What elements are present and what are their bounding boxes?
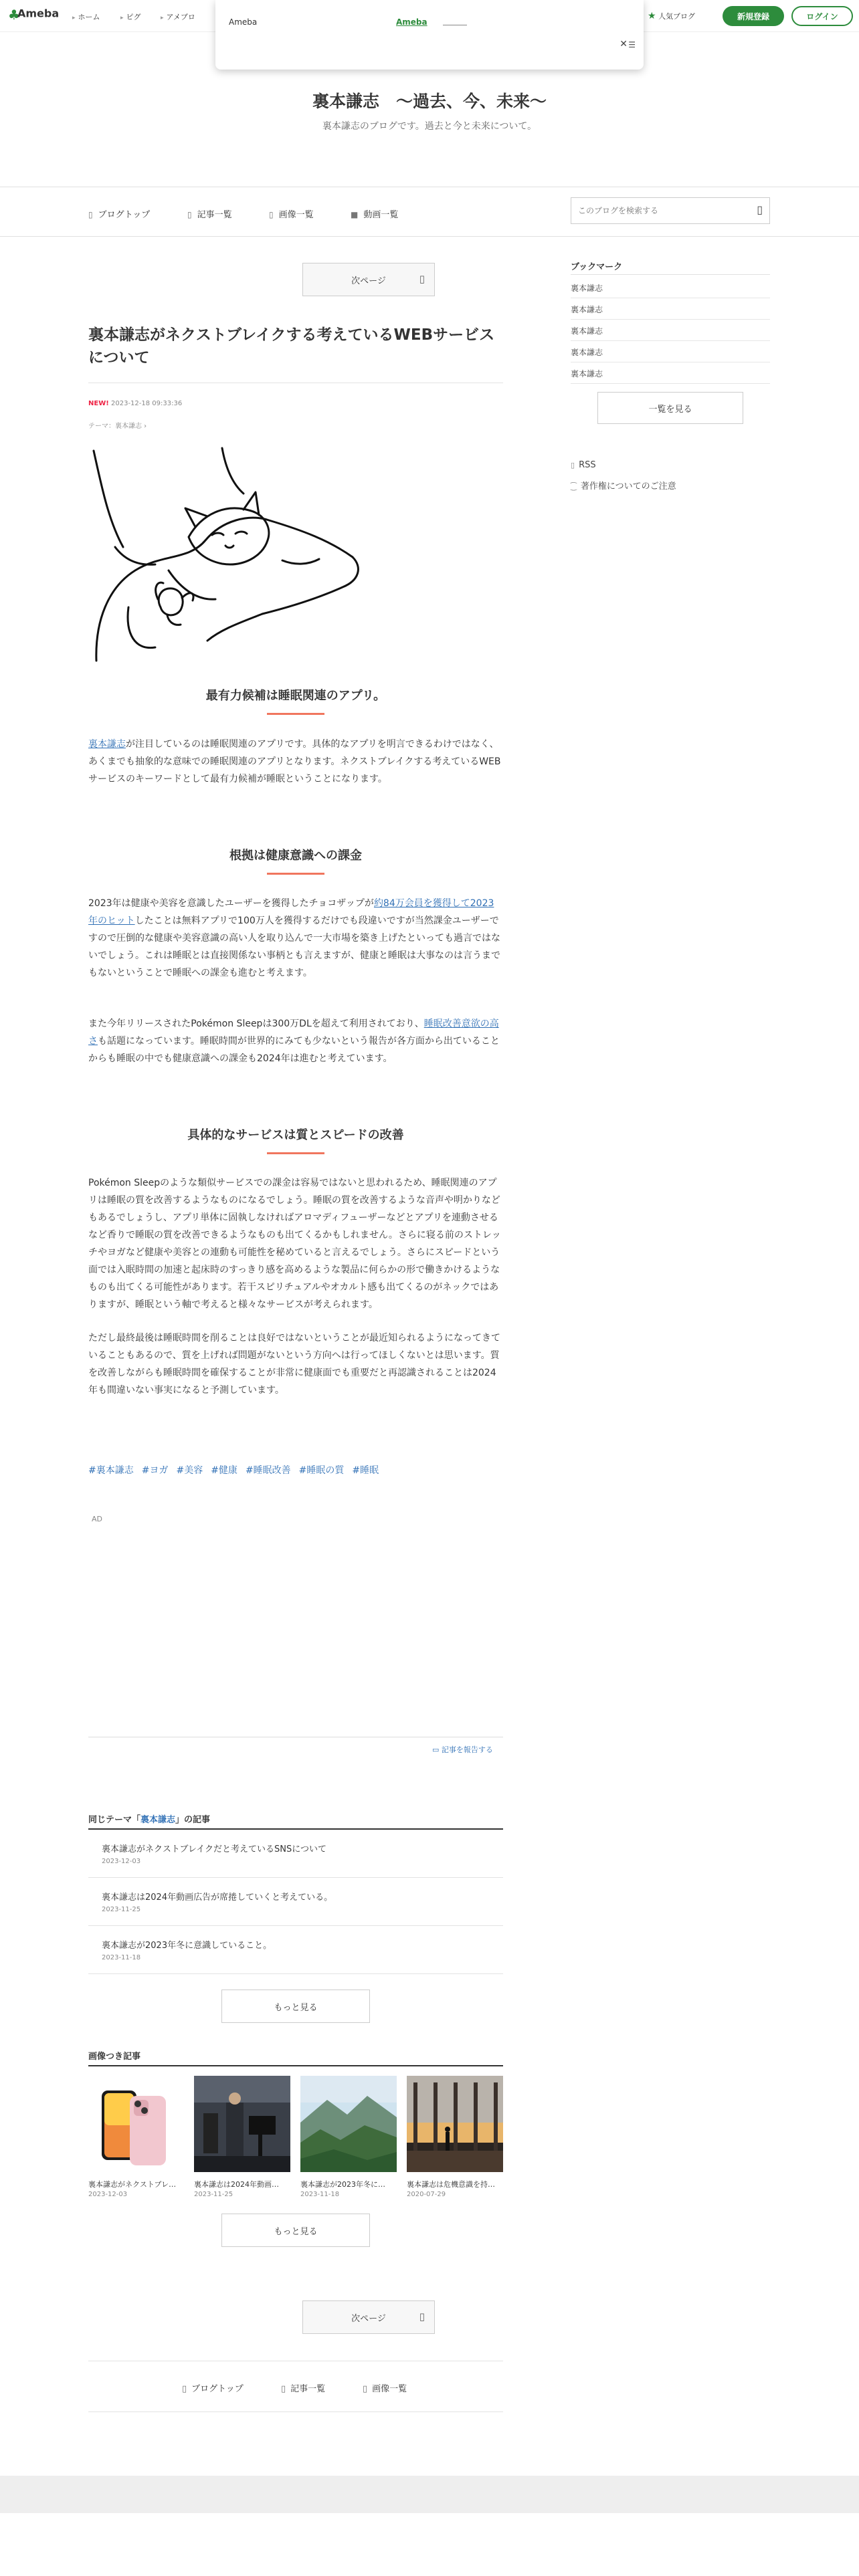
next-page-button-top[interactable]: 次ページ ▯ (302, 263, 435, 296)
post-date: 2023-12-18 09:33:36 (111, 400, 183, 407)
related-article[interactable]: 裏本謙志は2024年動画広告が席捲していくと考えている。 2023-11-25 (88, 1878, 503, 1926)
image-icon: ▯ (269, 210, 274, 219)
bookmark-item[interactable]: 裏本謙志 (571, 298, 770, 320)
article-title[interactable]: 裏本謙志がネクストブレイクする考えているWEBサービスについて (88, 326, 495, 367)
bookmark-item[interactable]: 裏本謙志 (571, 277, 770, 298)
heading-underline (267, 873, 324, 875)
blognav-top[interactable]: ▯ ブログトップ (88, 210, 151, 220)
rss-icon: ▯ (571, 461, 575, 469)
popup-close-icon[interactable]: ✕ (619, 39, 628, 49)
nav-pigg[interactable]: ▸ ピグ (120, 11, 141, 22)
blog-title[interactable]: 裏本謙志 ～過去、今、未来～ (312, 92, 547, 111)
hashtag[interactable]: #ヨガ (141, 1465, 169, 1476)
phone-thumbnail (88, 2076, 185, 2172)
image-article-card[interactable]: 裏本謙志が2023年冬に… 2023-11-18 (300, 2076, 397, 2198)
image-articles-rule (88, 2065, 503, 2066)
theme-line: テーマ：裏本謙志 › (88, 423, 147, 430)
more-related-button[interactable]: もっと見る (221, 1990, 370, 2023)
bookmark-rule (571, 274, 770, 275)
list-icon: ▯ (187, 210, 192, 219)
blognav-entries[interactable]: ▯ 記事一覧 (187, 210, 232, 220)
chevron-right-icon: ▯ (419, 273, 425, 285)
report-article-link[interactable]: ▭ 記事を報告する (432, 1745, 493, 1754)
hashtag[interactable]: #睡眠改善 (245, 1465, 291, 1476)
footer-nav-top[interactable]: ▯ ブログトップ (182, 2384, 244, 2394)
paragraph-2: 2023年は健康や美容を意識したユーザーを獲得したチョコザップが約84万会員を獲得して2023年のヒットしたことは無料アプリで100万人を獲得するだけでも段違いですが当然課金ユーザーですので圧倒的な健康や美容意識の高い人を取り込んで一大市場を築き上げたといっても過言ではないでしょう。これは睡眠とは直接関係ない事柄とも言えますが、健康と睡眠は大事なのは言うまでもないということで睡眠への課金も進むと考えます。 (88, 898, 500, 979)
copyright-icon: ⁐ (571, 482, 577, 491)
section-heading-3: 具体的なサービスは質とスピードの改善 (88, 1125, 503, 1154)
new-badge: NEW! (88, 400, 109, 407)
image-article-card[interactable]: 裏本謙志は危機意識を持… 2020-07-29 (407, 2076, 503, 2198)
related-article[interactable]: 裏本謙志が2023年冬に意識していること。 2023-11-18 (88, 1926, 503, 1974)
rss-link[interactable]: ▯ RSS (571, 460, 596, 470)
blognav-videos[interactable]: ■ 動画一覧 (351, 210, 399, 220)
image-article-card[interactable]: 裏本謙志は2024年動画… 2023-11-25 (194, 2076, 290, 2198)
bookmark-item[interactable]: 裏本謙志 (571, 341, 770, 362)
blog-subtitle: 裏本謙志のブログです。過去と今と未来について。 (322, 121, 537, 132)
copyright-notice-link[interactable]: ⁐ 著作権についてのご注意 (571, 481, 676, 492)
star-icon: ★ (648, 11, 656, 21)
ameba-logo[interactable]: ♣Ameba (8, 7, 60, 23)
flag-icon: ▭ (432, 1745, 440, 1754)
hashtag[interactable]: #美容 (176, 1465, 203, 1476)
footer-band (0, 2476, 859, 2513)
hashtag-list (88, 1463, 516, 1477)
hashtag[interactable]: #裏本謙志 (88, 1465, 134, 1476)
footer-rule (88, 2411, 503, 2412)
nav-ameblo[interactable]: ▸ アメブロ (161, 11, 195, 22)
sleeping-cat-illustration (88, 447, 369, 663)
paragraph-5: ただし最終最後は睡眠時間を削ることは良好ではないということが最近知られるようになってきていることもあるので、質を上げれば問題がないという方向へは行ってほしくないとは思います。質を改善しながらも睡眠時間を確保することが非常に健康面でも重要だと再認識されることは2024年も間違いない事実になると予測しています。 (88, 1333, 500, 1396)
hashtag[interactable]: #睡眠 (352, 1465, 379, 1476)
sunset-thumbnail (407, 2076, 503, 2172)
video-camera-icon: ■ (351, 210, 359, 219)
bookmark-item[interactable]: 裏本謙志 (571, 320, 770, 341)
section-heading-1: 最有力候補は睡眠関連のアプリ。 (88, 686, 503, 715)
inline-link-sleep[interactable]: 睡眠改善意欲の高さ (88, 1018, 499, 1047)
footer-nav-entries[interactable]: ▯ 記事一覧 (281, 2384, 326, 2394)
paragraph-4: Pokémon Sleepのような類似サービスでの課金は容易ではないと思われるため、睡眠関連のアプリは睡眠の質を改善するようなものになるでしょう。睡眠の質を改善するような音声や明かりなどもあるでしょうし、アプリ単体に固執しなければアロマディフューザーなどとアプリを連動させるなど香りで睡眠の質を改善できるようなものも出てくるかもしれません。さらに寝る前のストレッチやヨガなど健康や美容との連動も可能性を秘めていると言えるでしょう。さらにスピードという面では入眠時間の加速と起床時のすっきり感を高めるような製品に何らかの形で働きかけるようなものも出てくる可能性があります。若干スピリチュアルやオカルト感も出てくるのがネックではありますが、睡眠という軸で考えると様々なサービスが考えられます。 (88, 1178, 501, 1311)
heading-underline (267, 1152, 324, 1154)
section-heading-2: 根拠は健康意識への課金 (88, 846, 503, 875)
popup-link[interactable]: Ameba (396, 17, 427, 27)
hashtag[interactable]: #健康 (211, 1465, 237, 1476)
popular-blogs-link[interactable]: ★ 人気ブログ (648, 11, 696, 21)
nav-home[interactable]: ▸ ホーム (72, 11, 100, 22)
chevron-right-icon: › (142, 423, 147, 430)
related-article[interactable]: 裏本謙志がネクストブレイクだと考えているSNSについて 2023-12-03 (88, 1830, 503, 1878)
see-all-bookmarks-button[interactable]: 一覧を見る (597, 392, 743, 424)
bookmark-heading: ブックマーク (571, 262, 623, 272)
popup-menu-icon[interactable]: ☰ (628, 40, 636, 49)
ameba-mark-icon: ♣ (8, 7, 20, 23)
login-button[interactable]: ログイン (791, 6, 853, 26)
footer-nav-images[interactable]: ▯ 画像一覧 (363, 2384, 407, 2394)
hashtag[interactable]: #睡眠の質 (298, 1465, 345, 1476)
image-icon: ▯ (363, 2384, 368, 2394)
paragraph-1: 裏本謙志が注目しているのは睡眠関連のアプリです。具体的なアプリを明言できるわけではなく、あくまでも抽象的な意味での睡眠関連のアプリとなります。ネクストブレイクする考えているWEBサービスのキーワードとして最有力候補が睡眠ということになります。 (88, 739, 501, 785)
mountain-thumbnail (300, 2076, 397, 2172)
search-icon[interactable]: ▯ (757, 203, 763, 216)
more-image-articles-button[interactable]: もっと見る (221, 2214, 370, 2247)
blognav-images[interactable]: ▯ 画像一覧 (269, 210, 314, 220)
home-icon: ▯ (182, 2384, 187, 2394)
image-article-card[interactable]: 裏本謙志がネクストブレ… 2023-12-03 (88, 2076, 185, 2198)
blog-search-box (571, 197, 770, 224)
popup-brand: Ameba (229, 17, 258, 27)
author-link[interactable]: 裏本謙志 (88, 739, 126, 750)
theme-link[interactable]: 裏本謙志 (115, 423, 142, 430)
header-popup (215, 0, 644, 70)
blog-search-input[interactable] (571, 198, 739, 223)
paragraph-3: また今年リリースされたPokémon Sleepは300万DLを超えて利用されており、睡眠改善意欲の高さも話題になっています。睡眠時間が世界的にみても少ないという報告が各方面から出ていることからも睡眠の中でも健康意識への課金も2024年は進むと考えています。 (88, 1018, 500, 1065)
video-shoot-thumbnail (194, 2076, 290, 2172)
image-articles-heading: 画像つき記事 (88, 2052, 141, 2062)
list-icon: ▯ (281, 2384, 286, 2394)
inline-link-chocozap[interactable]: 約84万会員を獲得して2023年のヒット (88, 898, 494, 927)
ad-label: AD (92, 1515, 102, 1523)
heading-underline (267, 713, 324, 715)
chevron-right-icon: ▯ (419, 2311, 425, 2323)
same-theme-heading: 同じテーマ「裏本謙志」の記事 (88, 1815, 211, 1825)
bookmark-item[interactable]: 裏本謙志 (571, 362, 770, 384)
same-theme-link[interactable]: 裏本謙志 (140, 1815, 176, 1825)
signup-button[interactable]: 新規登録 (723, 6, 784, 26)
home-icon: ▯ (88, 210, 93, 219)
next-page-button-bottom[interactable]: 次ページ ▯ (302, 2300, 435, 2334)
